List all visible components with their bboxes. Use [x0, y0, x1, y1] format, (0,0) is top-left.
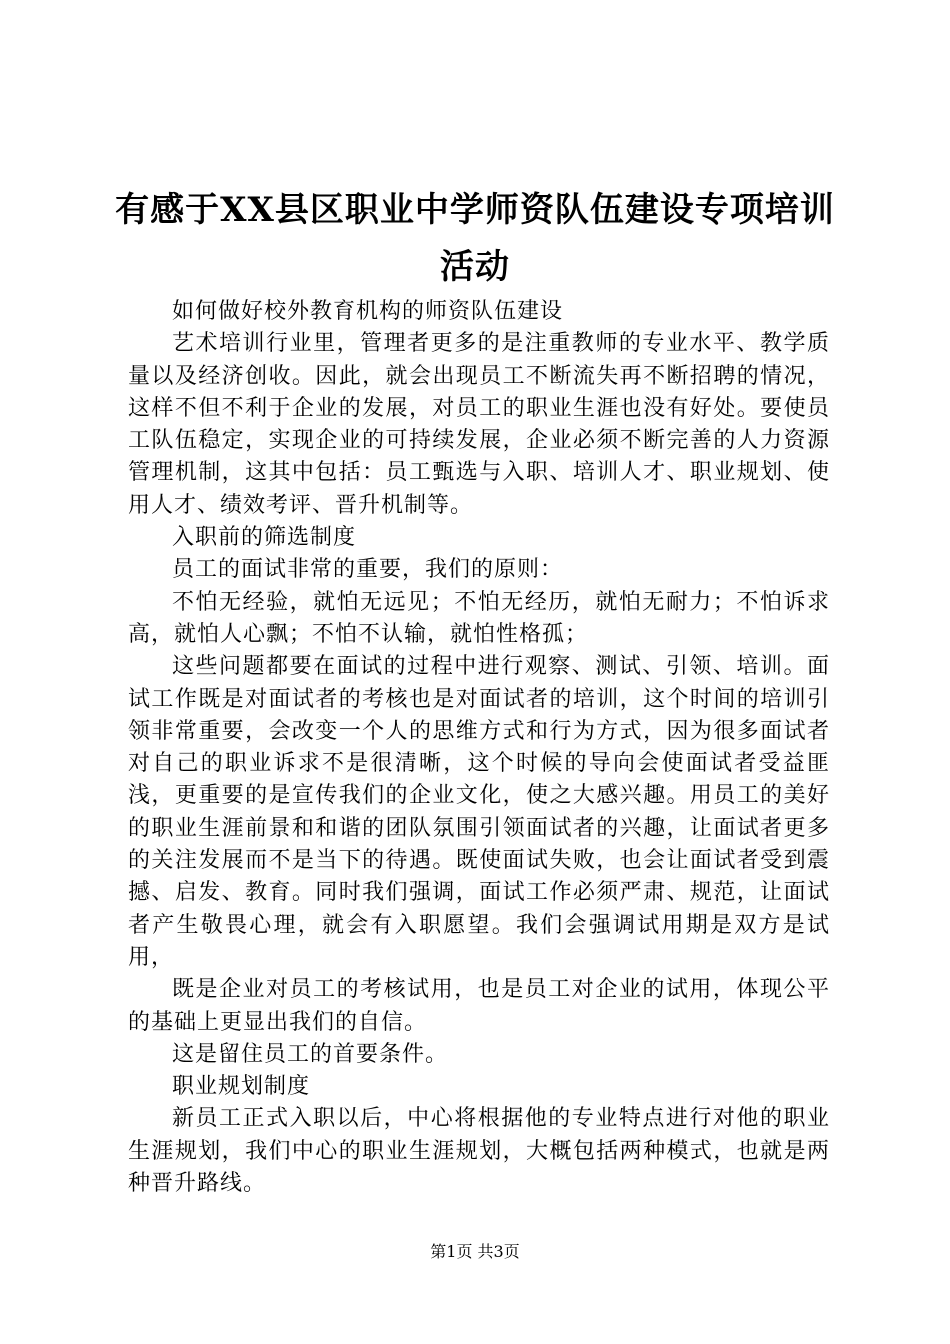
paragraph: 这些问题都要在面试的过程中进行观察、测试、引领、培训。面试工作既是对面试者的考核也是对面试者的培训，这个时间的培训引领非常重要，会改变一个人的思维方式和行为方式，因为很多面试者对自己的职业诉求不是很清晰，这个时候的导向会使面试者受益匪浅，更重要的是宣传我们的企业文化，使之大感兴趣。用员工的美好的职业生涯前景和和谐的团队氛围引领面试者的兴趣，让面试者更多的关注发展而不是当下的待遇。既使面试失败，也会让面试者受到震撼、启发、教育。同时我们强调，面试工作必须严肃、规范，让面试者产生敬畏心理，就会有入职愿望。我们会强调试用期是双方是试用，	[128, 654, 830, 970]
paragraph: 新员工正式入职以后，中心将根据他的专业特点进行对他的职业生涯规划，我们中心的职业生涯规划，大概包括两种模式，也就是两种晋升路线。	[128, 1106, 830, 1197]
paragraph: 员工的面试非常的重要，我们的原则：	[172, 557, 564, 583]
paragraph: 如何做好校外教育机构的师资队伍建设	[172, 299, 564, 324]
paragraph: 既是企业对员工的考核试用，也是员工对企业的试用，体现公平的基础上更显出我们的自信。	[128, 977, 830, 1035]
paragraph: 职业规划制度	[172, 1074, 311, 1100]
paragraph: 不怕无经验，就怕无远见；不怕无经历，就怕无耐力；不怕诉求高，就怕人心飘；不怕不认输，就怕性格孤；	[128, 589, 830, 647]
paragraph: 这是留住员工的首要条件。	[172, 1041, 449, 1067]
paragraph: 入职前的筛选制度	[172, 525, 357, 551]
document-body	[128, 296, 830, 1200]
document-title: 有感于XX县区职业中学师资队伍建设专项培训活动	[115, 190, 835, 287]
paragraph: 艺术培训行业里，管理者更多的是注重教师的专业水平、教学质量以及经济创收。因此，就会出现员工不断流失再不断招聘的情况，这样不但不利于企业的发展，对员工的职业生涯也没有好处。要使员工队伍稳定，实现企业的可持续发展，企业必须不断完善的人力资源管理机制，这其中包括：员工甄选与入职、培训人才、职业规划、使用人才、绩效考评、晋升机制等。	[128, 331, 830, 518]
page-footer: 第1页 共3页	[430, 1242, 520, 1261]
